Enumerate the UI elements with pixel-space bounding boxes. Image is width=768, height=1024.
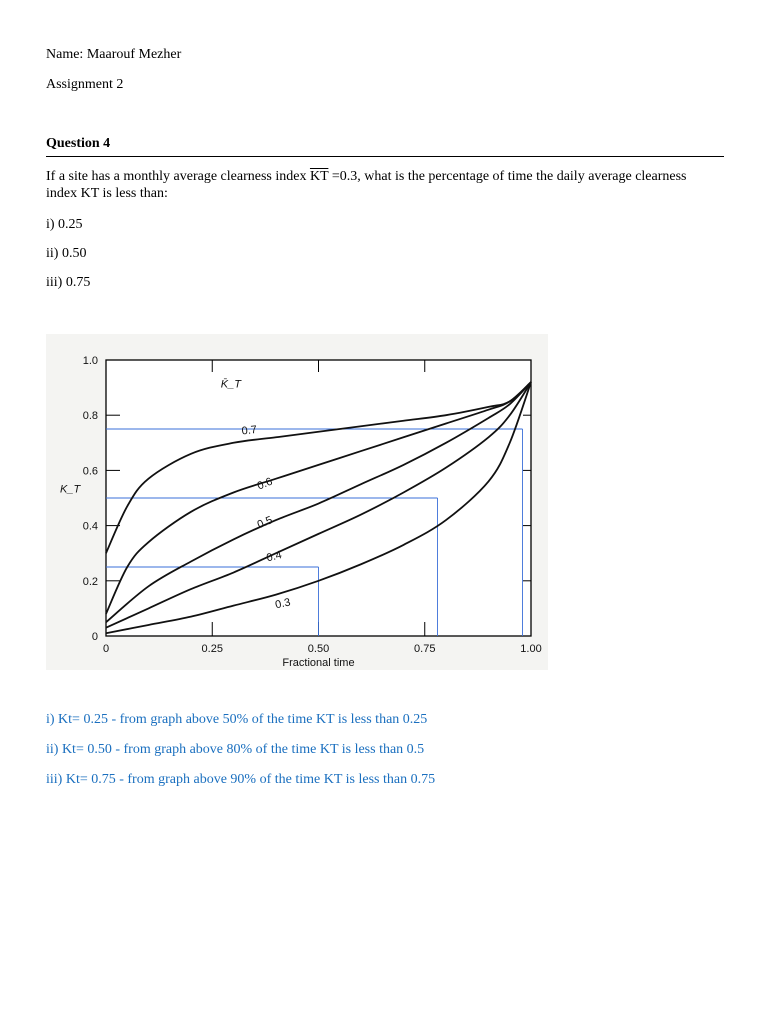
y-tick-label: 0.4 (82, 520, 98, 533)
kt-symbol: $\overline{KT}$ (309, 169, 329, 184)
student-name: Name: Maarouf Mezher (46, 47, 182, 62)
question-title: Question 4 (46, 136, 111, 151)
question-text (46, 168, 706, 202)
kt-distribution-chart (46, 334, 548, 670)
answer-1: i) Kt= 0.25 - from graph above 50% of the time KT is less than 0.25 (46, 712, 428, 727)
x-tick-label: 0.50 (307, 643, 330, 655)
x-tick-label: 0 (102, 643, 110, 655)
curve-label-0.7: 0.7 (241, 423, 258, 438)
curve-label-0.3: 0.3 (274, 596, 292, 612)
x-tick-label: 0.25 (201, 643, 223, 655)
curve-label-0.4: 0.4 (265, 549, 284, 565)
curve-label-0.5: 0.5 (255, 514, 275, 532)
y-tick-label: 0 (91, 631, 98, 643)
curve-family-label: K̄_T (220, 378, 241, 391)
question-item-1: i) 0.25 (46, 217, 83, 232)
answer-2: ii) Kt= 0.50 - from graph above 80% of the time KT is less than 0.5 (46, 742, 425, 757)
curve-label-0.6: 0.6 (255, 475, 275, 493)
x-axis-label: Fractional time (282, 657, 355, 669)
question-item-2: ii) 0.50 (46, 246, 87, 261)
x-tick-label: 1.00 (520, 643, 542, 655)
y-tick-label: 0.8 (82, 410, 98, 423)
question-text-part1: If a site has a monthly average clearness index (46, 169, 310, 184)
x-tick-label: 0.75 (414, 643, 436, 655)
section-divider (46, 156, 724, 157)
y-tick-label: 1.0 (82, 355, 98, 367)
y-axis-label: K_T (60, 483, 81, 496)
assignment-label: Assignment 2 (46, 77, 124, 92)
y-tick-label: 0.6 (82, 465, 98, 478)
question-text-part2: =0.3, what is the percentage of time the daily average clearness index KT is less than: (46, 169, 687, 201)
question-item-3: iii) 0.75 (46, 275, 91, 290)
answer-3: iii) Kt= 0.75 - from graph above 90% of the time KT is less than 0.75 (46, 772, 436, 787)
y-tick-label: 0.2 (82, 575, 98, 588)
